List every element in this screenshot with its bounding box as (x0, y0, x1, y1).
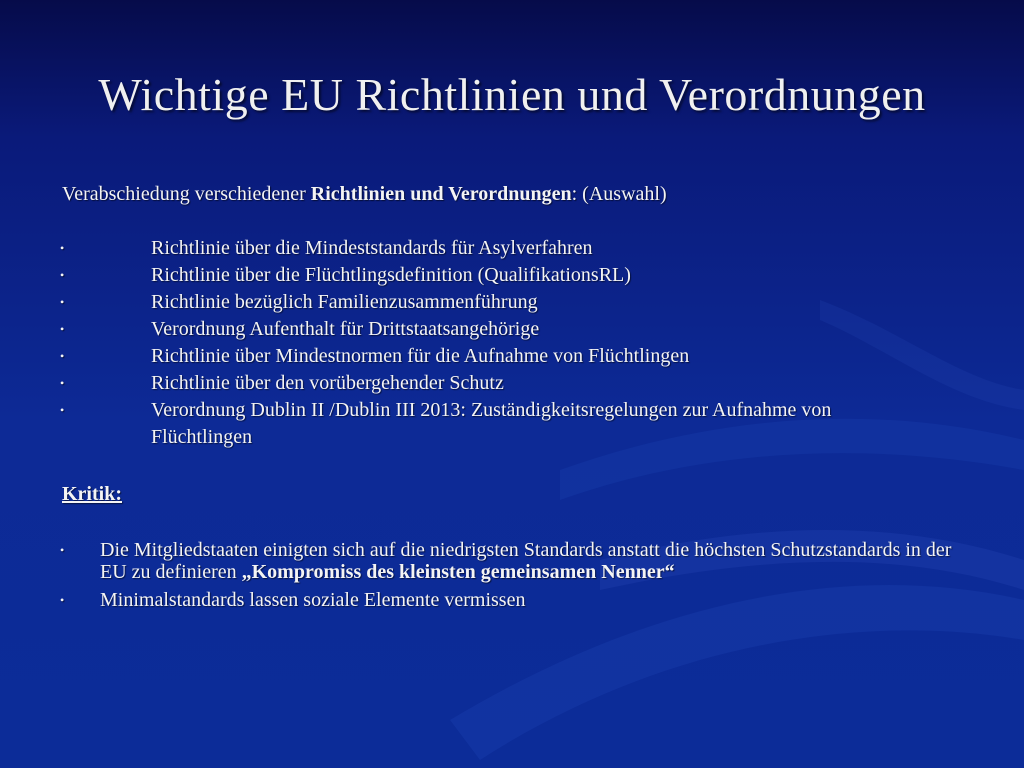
bullet-icon: • (60, 403, 65, 417)
intro-suffix: : (Auswahl) (571, 183, 667, 205)
list-item (60, 397, 921, 451)
list-item (60, 316, 960, 343)
list-item (60, 370, 960, 397)
bullet-icon: • (60, 241, 65, 255)
bullet-icon: • (60, 543, 65, 557)
directive-list (60, 235, 960, 451)
list-item-text: Verordnung Dublin II /Dublin III 2013: Zuständigkeitsregelungen zur Aufnahme von Flüchtlingen (151, 399, 832, 448)
bullet-icon: • (60, 322, 65, 336)
intro-prefix: Verabschiedung verschiedener (62, 183, 311, 205)
list-item-text: Richtlinie über die Flüchtlingsdefinition (QualifikationsRL) (151, 264, 631, 286)
intro-bold: Richtlinien und Verordnungen (310, 183, 572, 205)
list-item (60, 589, 960, 611)
bullet-icon: • (60, 593, 65, 607)
list-item (60, 343, 960, 370)
bullet-icon: • (60, 295, 65, 309)
list-item (60, 262, 960, 289)
critique-list (60, 539, 960, 617)
list-item (60, 235, 960, 262)
list-item-text: Richtlinie über Mindestnormen für die Aufnahme von Flüchtlingen (151, 345, 690, 367)
bullet-icon: • (60, 349, 65, 363)
critique-heading: Kritik: (62, 483, 122, 505)
list-item (60, 539, 980, 583)
critique-bold: „Kompromiss des kleinsten gemeinsamen Nenner“ (241, 561, 675, 583)
bullet-icon: • (60, 268, 65, 282)
critique-text: Minimalstandards lassen soziale Elemente vermissen (100, 589, 526, 611)
list-item-text: Richtlinie über die Mindeststandards für Asylverfahren (151, 237, 593, 259)
list-item (60, 289, 960, 316)
critique-text: Die Mitgliedstaaten einigten sich auf die niedrigsten Standards anstatt die höchsten Schutzstandards in der EU zu definieren (100, 539, 952, 583)
slide-title: Wichtige EU Richtlinien und Verordnungen (98, 69, 926, 120)
list-item-text: Richtlinie über den vorübergehender Schutz (151, 372, 504, 394)
list-item-text: Verordnung Aufenthalt für Drittstaatsangehörige (151, 318, 540, 340)
bullet-icon: • (60, 376, 65, 390)
list-item-text: Richtlinie bezüglich Familienzusammenführung (151, 291, 538, 313)
intro-line (62, 181, 667, 208)
